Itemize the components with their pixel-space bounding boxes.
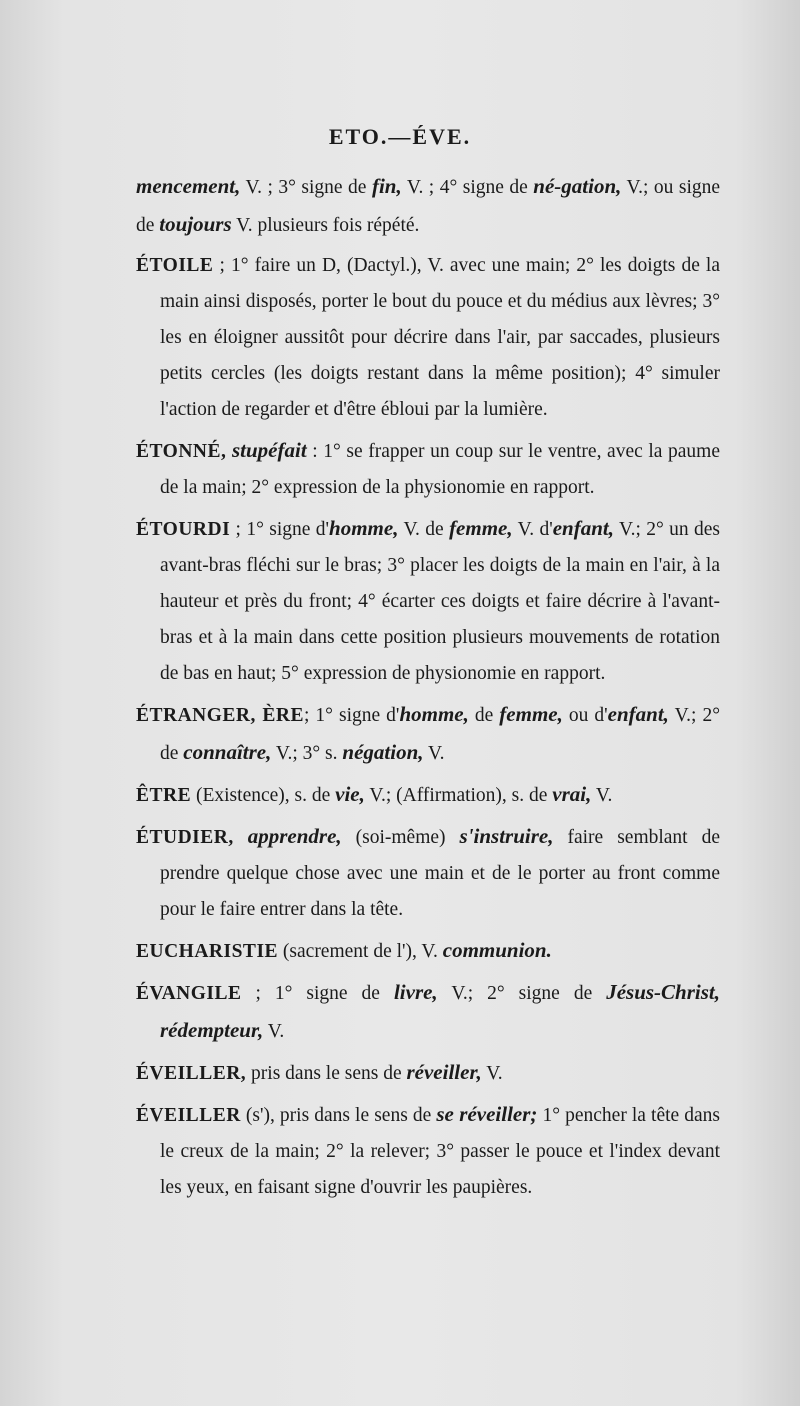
entry-text: (s'), pris dans le sens de	[240, 1105, 437, 1126]
emphasized-term: vrai,	[552, 782, 592, 806]
emphasized-term: homme,	[329, 516, 399, 540]
entry-headword: ÉVEILLER,	[136, 1063, 247, 1084]
emphasized-term: homme,	[399, 702, 469, 726]
entry-text: ; 1° signe d'	[230, 519, 330, 540]
emphasized-term: réveiller,	[406, 1060, 482, 1084]
entry-text: V.	[481, 1063, 503, 1084]
dictionary-body	[136, 168, 720, 1210]
entry-headword: ÉVANGILE	[136, 983, 242, 1004]
entry-text: V. ; 4° signe de	[401, 177, 534, 198]
entry-headword: ÊTRE	[136, 785, 192, 806]
entry-text: V. plusieurs fois répété.	[231, 215, 420, 236]
entry-text: V.	[423, 743, 445, 764]
emphasized-term: livre,	[393, 980, 438, 1004]
entry-text: V.; ou signe de	[136, 177, 721, 236]
entry-text: V.; 2° de	[160, 705, 721, 764]
emphasized-term: s'instruire,	[459, 824, 554, 848]
emphasized-term: apprendre,	[247, 824, 342, 848]
emphasized-term: mencement,	[136, 174, 241, 198]
dictionary-entry	[136, 932, 720, 970]
emphasized-term: communion.	[442, 938, 552, 962]
dictionary-entry	[136, 776, 720, 814]
entry-text: V.; 3° s.	[271, 743, 343, 764]
dictionary-entry	[136, 432, 720, 506]
entry-text	[234, 827, 248, 848]
entry-text: (soi-même)	[341, 827, 460, 848]
entry-text: 1° pencher la tête dans le creux de la main; 2° la relever; 3° passer le pouce et l'index devant les yeux, en faisant signe d'ouvrir les paupières.	[160, 1105, 720, 1198]
entry-headword: ÉTONNÉ,	[136, 441, 227, 462]
entry-headword: ÉTOILE	[136, 255, 214, 276]
entry-text: V.	[591, 785, 613, 806]
emphasized-term: connaître,	[183, 740, 272, 764]
emphasized-term: Jésus-Christ, rédempteur,	[160, 980, 720, 1042]
emphasized-term: toujours	[159, 212, 232, 236]
dictionary-entry	[136, 510, 720, 692]
emphasized-term: femme,	[449, 516, 513, 540]
entry-text: pris dans le sens de	[246, 1063, 407, 1084]
dictionary-entry	[136, 1054, 720, 1092]
emphasized-term: négation,	[342, 740, 424, 764]
dictionary-entry	[136, 974, 720, 1050]
entry-text: (sacrement de l'), V.	[278, 941, 443, 962]
entry-text: V. d'	[512, 519, 553, 540]
entry-text: de	[468, 705, 500, 726]
dictionary-entry	[136, 696, 720, 772]
entry-headword: EUCHARISTIE	[136, 941, 279, 962]
entry-text: V.; (Affirmation), s. de	[364, 785, 553, 806]
emphasized-term: femme,	[499, 702, 563, 726]
entry-text: V.; 2° signe de	[437, 983, 607, 1004]
entry-text: ; 1° signe de	[241, 983, 394, 1004]
emphasized-term: vie,	[335, 782, 365, 806]
entry-headword: ÉVEILLER	[136, 1105, 241, 1126]
emphasized-term: stupéfait	[231, 438, 307, 462]
emphasized-term: se réveiller;	[436, 1102, 538, 1126]
entry-text: faire semblant de prendre quelque chose avec une main et de le porter au front comme pour le faire entrer dans la tête.	[160, 827, 720, 920]
entry-text: V.; 2° un des avant-bras fléchi sur le bras; 3° placer les doigts de la main en l'air, à la hauteur et près du front; 4° écarter ces doigts et faire décrire à l'avant-bras et à la main dans cette position plusieurs mouvements de rotation de bas en haut; 5° expression de physionomie en rapport.	[160, 519, 721, 684]
dictionary-entry	[136, 818, 720, 928]
emphasized-term: enfant,	[607, 702, 669, 726]
entry-text: (Existence), s. de	[191, 785, 336, 806]
entry-headword: ÉTRANGER, ÈRE	[136, 705, 304, 726]
entry-text: ; 1° signe d'	[304, 705, 400, 726]
entry-text: V. de	[398, 519, 450, 540]
entry-text: V.	[263, 1021, 285, 1042]
entry-continuation	[136, 168, 720, 244]
entry-headword: ÉTOURDI	[136, 519, 231, 540]
entry-text: ; 1° faire un D, (Dactyl.), V. avec une main; 2° les doigts de la main ainsi disposés, porter le bout du pouce et du médius aux lèvres; 3° les en éloigner aussitôt pour décrire dans l'air, par saccades, plusieurs petits cercles (les doigts restant dans la même position); 4° simuler l'action de regarder et d'être ébloui par la lumière.	[160, 255, 720, 420]
emphasized-term: né-gation,	[533, 174, 622, 198]
entry-text: ou d'	[562, 705, 608, 726]
emphasized-term: enfant,	[552, 516, 614, 540]
page-header: ETO.—ÉVE.	[328, 124, 472, 149]
entry-text: V. ; 3° signe de	[240, 177, 372, 198]
emphasized-term: fin,	[371, 174, 402, 198]
entry-text: : 1° se frapper un coup sur le ventre, avec la paume de la main; 2° expression de la physionomie en rapport.	[160, 441, 720, 498]
dictionary-entry	[136, 248, 720, 428]
entry-headword: ÉTUDIER,	[136, 827, 234, 848]
dictionary-entry	[136, 1096, 720, 1206]
